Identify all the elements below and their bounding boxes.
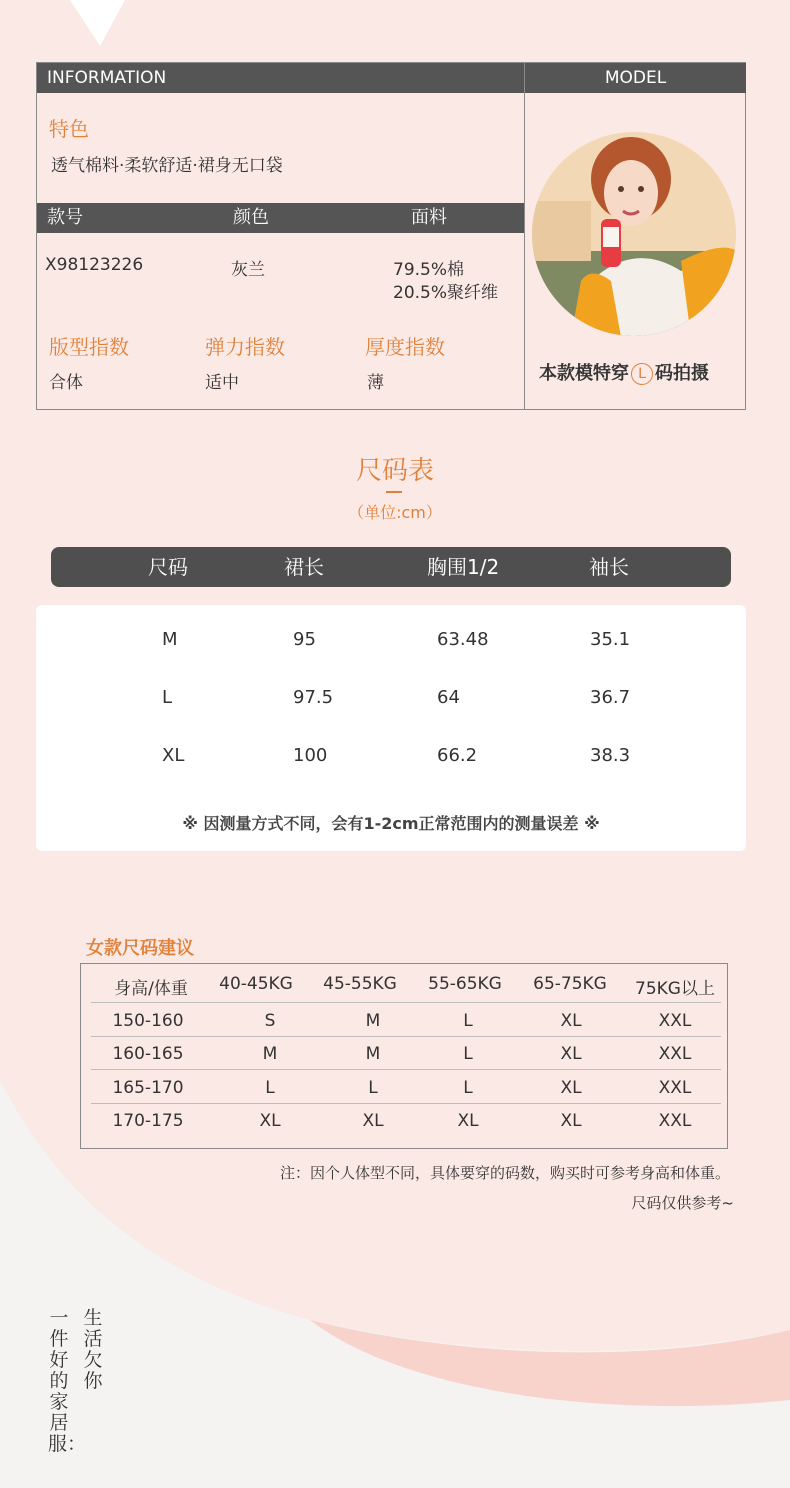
- product-info-table: [36, 62, 746, 410]
- spec-header-bar: [37, 203, 524, 233]
- rec-cell: 165-170: [112, 1078, 184, 1098]
- thickness-index-label: 厚度指数: [365, 335, 445, 359]
- feature-text: 透气棉料·柔软舒适·裙身无口袋: [51, 156, 283, 176]
- stretch-index-value: 适中: [205, 373, 239, 393]
- size-cell: 63.48: [437, 629, 489, 650]
- size-cell: 66.2: [437, 745, 478, 766]
- row-divider: [91, 1103, 721, 1104]
- row-divider: [91, 1002, 721, 1003]
- model-photo: [531, 131, 737, 337]
- slogan-line-1: 一件好的家居服：: [48, 1307, 87, 1455]
- title-underline: [386, 491, 402, 493]
- color-label: 颜色: [233, 207, 269, 228]
- rec-header: 身高/体重: [114, 979, 188, 999]
- rec-cell: L: [265, 1078, 275, 1098]
- style-no-value: X98123226: [45, 255, 144, 275]
- rec-cell: M: [365, 1044, 381, 1064]
- reference-note: 尺码仅供参考~: [631, 1194, 734, 1212]
- fabric-label: 面料: [411, 207, 447, 228]
- row-divider: [91, 1069, 721, 1070]
- rec-cell: M: [365, 1011, 381, 1031]
- size-cell: L: [162, 687, 173, 708]
- stretch-index-label: 弹力指数: [205, 335, 285, 359]
- rec-cell: 160-165: [112, 1044, 184, 1064]
- fit-index-label: 版型指数: [49, 335, 129, 359]
- model-caption: [539, 359, 709, 385]
- size-chart-header: [51, 547, 731, 587]
- measurement-note: ※ 因测量方式不同，会有1-2cm正常范围内的测量误差 ※: [182, 814, 600, 833]
- fit-index-value: 合体: [49, 373, 83, 393]
- size-recommendation-table: [80, 963, 728, 1149]
- size-cell: M: [162, 629, 178, 650]
- rec-cell: XL: [560, 1111, 582, 1131]
- rec-cell: 170-175: [112, 1111, 184, 1131]
- size-chart-body: [36, 605, 746, 851]
- rec-cell: XL: [457, 1111, 479, 1131]
- fabric-value-2: 20.5%聚纤维: [393, 283, 499, 303]
- rec-cell: L: [463, 1011, 473, 1031]
- rec-cell: L: [463, 1044, 473, 1064]
- size-cell: XL: [162, 745, 185, 766]
- rec-header: 55-65KG: [428, 974, 502, 994]
- model-caption-post: 码拍摄: [655, 363, 709, 384]
- rec-cell: M: [262, 1044, 278, 1064]
- fabric-value-1: 79.5%棉: [393, 260, 465, 280]
- rec-header: 45-55KG: [323, 974, 397, 994]
- rec-cell: 150-160: [112, 1011, 184, 1031]
- rec-cell: XXL: [658, 1078, 692, 1098]
- information-header: INFORMATION: [37, 63, 524, 93]
- rec-cell: XL: [560, 1078, 582, 1098]
- color-value: 灰兰: [231, 260, 265, 280]
- slogan-line-2: 生活欠你: [83, 1307, 103, 1392]
- rec-cell: XXL: [658, 1111, 692, 1131]
- rec-header: 40-45KG: [219, 974, 293, 994]
- column-divider: [524, 63, 525, 409]
- model-caption-pre: 本款模特穿: [539, 363, 629, 384]
- rec-header: 65-75KG: [533, 974, 607, 994]
- size-cell: 64: [437, 687, 460, 708]
- rec-cell: XXL: [658, 1011, 692, 1031]
- style-no-label: 款号: [47, 207, 83, 228]
- recommendation-title: 女款尺码建议: [86, 938, 194, 959]
- size-chart-title: 尺码表: [355, 456, 434, 486]
- size-cell: 95: [293, 629, 316, 650]
- size-cell: 38.3: [590, 745, 631, 766]
- size-cell: 36.7: [590, 687, 631, 708]
- recommendation-note: 注：因个人体型不同，具体要穿的码数，购买时可参考身高和体重。: [279, 1164, 730, 1182]
- rec-cell: S: [264, 1011, 276, 1031]
- size-cell: 97.5: [293, 687, 334, 708]
- rec-cell: XL: [560, 1011, 582, 1031]
- thickness-index-value: 薄: [367, 373, 384, 393]
- rec-header: 75KG以上: [635, 979, 715, 999]
- rec-cell: XL: [362, 1111, 384, 1131]
- size-header-length: 裙长: [284, 555, 324, 579]
- model-size-badge: L: [631, 363, 653, 385]
- size-cell: 100: [293, 745, 328, 766]
- rec-cell: L: [368, 1078, 378, 1098]
- feature-title: 特色: [49, 117, 89, 141]
- rec-cell: XL: [560, 1044, 582, 1064]
- size-chart-unit: （单位:cm）: [348, 503, 442, 522]
- model-header: MODEL: [525, 63, 746, 93]
- size-cell: 35.1: [590, 629, 631, 650]
- row-divider: [91, 1036, 721, 1037]
- rec-cell: L: [463, 1078, 473, 1098]
- rec-cell: XL: [259, 1111, 281, 1131]
- size-header-bust: 胸围1/2: [427, 555, 500, 579]
- size-header-size: 尺码: [148, 555, 188, 579]
- rec-cell: XXL: [658, 1044, 692, 1064]
- size-header-sleeve: 袖长: [589, 555, 629, 579]
